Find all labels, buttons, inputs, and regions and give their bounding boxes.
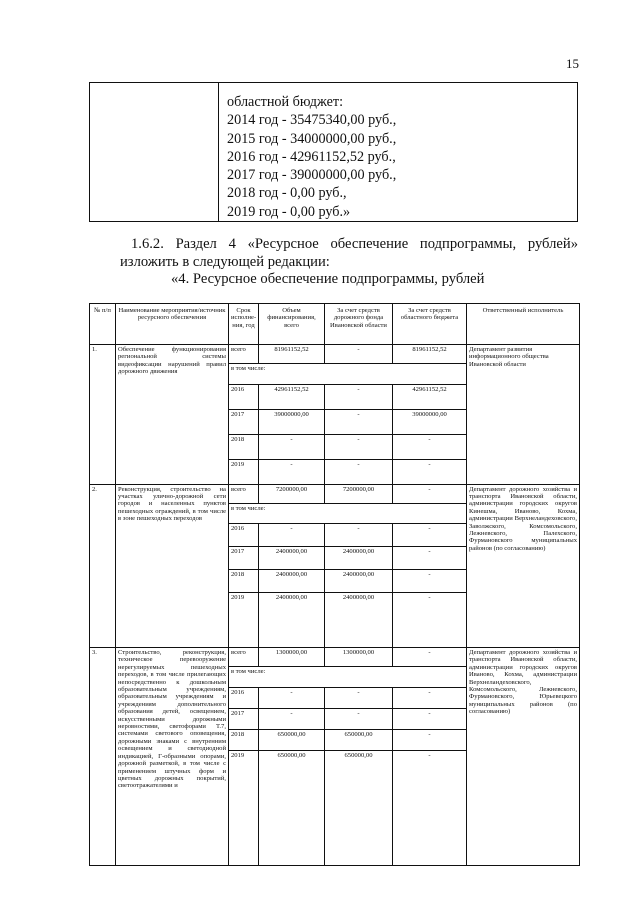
year-road-fund: - [325,434,393,459]
year-road-fund: - [325,384,393,409]
year-road-fund: 2400000,00 [325,570,393,593]
row-num: 3. [90,648,116,866]
year-regional: 39000000,00 [393,409,467,434]
header-num: № п/п [90,304,116,345]
year-regional: - [393,687,467,708]
year-volume: - [259,524,325,547]
year-cell: 2016 [229,384,259,409]
budget-empty-cell [90,83,219,222]
year-road-fund: 2400000,00 [325,547,393,570]
row-total-label: всего [229,648,259,667]
year-volume: - [259,708,325,729]
year-regional: - [393,547,467,570]
year-regional: - [393,708,467,729]
year-road-fund: - [325,459,393,484]
year-cell: 2017 [229,708,259,729]
year-regional: - [393,593,467,648]
year-volume: 2400000,00 [259,593,325,648]
budget-text-cell [219,83,578,222]
header-regional: За счет средств областного бюджета [393,304,467,345]
row-total-volume: 1300000,00 [259,648,325,667]
row-total-road-fund: - [325,345,393,364]
table-row [90,345,580,364]
budget-line: 2014 год - 35475340,00 руб., [227,112,397,129]
year-cell: 2019 [229,750,259,865]
row-num: 1. [90,345,116,485]
year-road-fund: 650000,00 [325,750,393,865]
year-volume: - [259,459,325,484]
row-executor: Департамент развития информационного общества Ивановской области [467,345,580,485]
table-row [90,648,580,667]
year-volume: 650000,00 [259,729,325,750]
year-road-fund: 2400000,00 [325,593,393,648]
header-term: Срок исполне-ния, год [229,304,259,345]
row-total-label: всего [229,345,259,364]
row-total-regional: - [393,648,467,667]
row-num: 2. [90,484,116,648]
year-road-fund: - [325,708,393,729]
year-road-fund: - [325,524,393,547]
budget-line: областной бюджет: [227,94,344,110]
year-cell: 2018 [229,729,259,750]
year-volume: 42961152,52 [259,384,325,409]
row-total-volume: 7200000,00 [259,484,325,503]
section-instruction [120,235,578,271]
year-regional: - [393,459,467,484]
row-total-regional: - [393,484,467,503]
resource-table [89,303,580,866]
year-cell: 2017 [229,547,259,570]
year-regional: - [393,524,467,547]
year-volume: 2400000,00 [259,570,325,593]
year-volume: - [259,434,325,459]
year-cell: 2019 [229,459,259,484]
budget-line: 2015 год - 34000000,00 руб., [227,130,397,147]
section-instruction-line: 1.6.2. Раздел 4 «Ресурсное обеспечение подпрограммы, рублей» [131,236,578,252]
budget-line: 2017 год - 39000000,00 руб., [227,167,397,184]
header-executor: Ответственный исполнитель [467,304,580,345]
year-regional: - [393,434,467,459]
budget-line: 2016 год - 42961152,52 руб., [227,148,396,165]
row-total-road-fund: 7200000,00 [325,484,393,503]
row-including-label: в том числе: [229,364,467,385]
row-name: Строительство, реконструкция, техническое перевооружение нерегулируемых пешеходных переходов, в том числе прилегающих непосредственно к дошкольным образовательным учреждениям, образовательным учреждениям и учреждениям дополнительного образования детей, освещением, искусственными дорожными неровностями, светофорами Т.7, системами светового оповещения, дорожными знаками с внутренним освещением и светодиодной индикацией, Г-образными опорами, дорожной разметкой, в том числе с применением штучных форм и цветных дорожных покрытий, светоотражателями и [116,648,229,866]
year-regional: - [393,750,467,865]
row-including-label: в том числе: [229,503,467,524]
year-volume: - [259,687,325,708]
page-number: 15 [566,56,579,71]
row-executor: Департамент дорожного хозяйства и транспорта Ивановской области, администрации городских округов Кинешма, Иваново, Кохма, администрации Верхнеландеховского, Заволжского, Комсомольского, Лежневского, Палехского, Фурмановского муниципальных районов (по согласованию) [467,484,580,648]
year-cell: 2016 [229,524,259,547]
section-heading: «4. Ресурсное обеспечение подпрограммы, рублей [171,271,485,287]
row-name: Обеспечение функционирования региональной системы видеофиксации нарушений правил дорожного движения [116,345,229,485]
row-executor: Департамент дорожного хозяйства и транспорта Ивановской области, администрации городских округов Иваново, Кохма, администрации Верхнеландеховского, Комсомольского, Лежневского, Фурмановского, Юрьевецкого муниципальных районов (по согласованию) [467,648,580,866]
year-regional: - [393,570,467,593]
year-cell: 2017 [229,409,259,434]
year-volume: 2400000,00 [259,547,325,570]
year-regional: 42961152,52 [393,384,467,409]
budget-line: 2019 год - 0,00 руб.» [227,203,351,220]
budget-line: 2018 год - 0,00 руб., [227,185,347,202]
row-total-road-fund: 1300000,00 [325,648,393,667]
table-header-row [90,304,580,345]
year-regional: - [393,729,467,750]
year-volume: 39000000,00 [259,409,325,434]
year-cell: 2018 [229,434,259,459]
year-cell: 2016 [229,687,259,708]
year-road-fund: - [325,687,393,708]
row-total-label: всего [229,484,259,503]
year-road-fund: 650000,00 [325,729,393,750]
row-total-volume: 81961152,52 [259,345,325,364]
section-instruction-line: изложить в следующей редакции: [120,254,330,270]
year-road-fund: - [325,409,393,434]
year-cell: 2018 [229,570,259,593]
row-name: Реконструкция, строительство на участках улично-дорожной сети городов и населенных пунктов пешеходных ограждений, в том числе в зоне пешеходных переходов [116,484,229,648]
header-name: Наименование мероприятия/источник ресурсного обеспечения [116,304,229,345]
row-total-regional: 81961152,52 [393,345,467,364]
year-cell: 2019 [229,593,259,648]
table-row [90,484,580,503]
year-volume: 650000,00 [259,750,325,865]
row-including-label: в том числе: [229,667,467,688]
header-volume: Объем финансирования, всего [259,304,325,345]
budget-table [89,82,578,222]
header-road-fund: За счет средств дорожного фонда Ивановской области [325,304,393,345]
